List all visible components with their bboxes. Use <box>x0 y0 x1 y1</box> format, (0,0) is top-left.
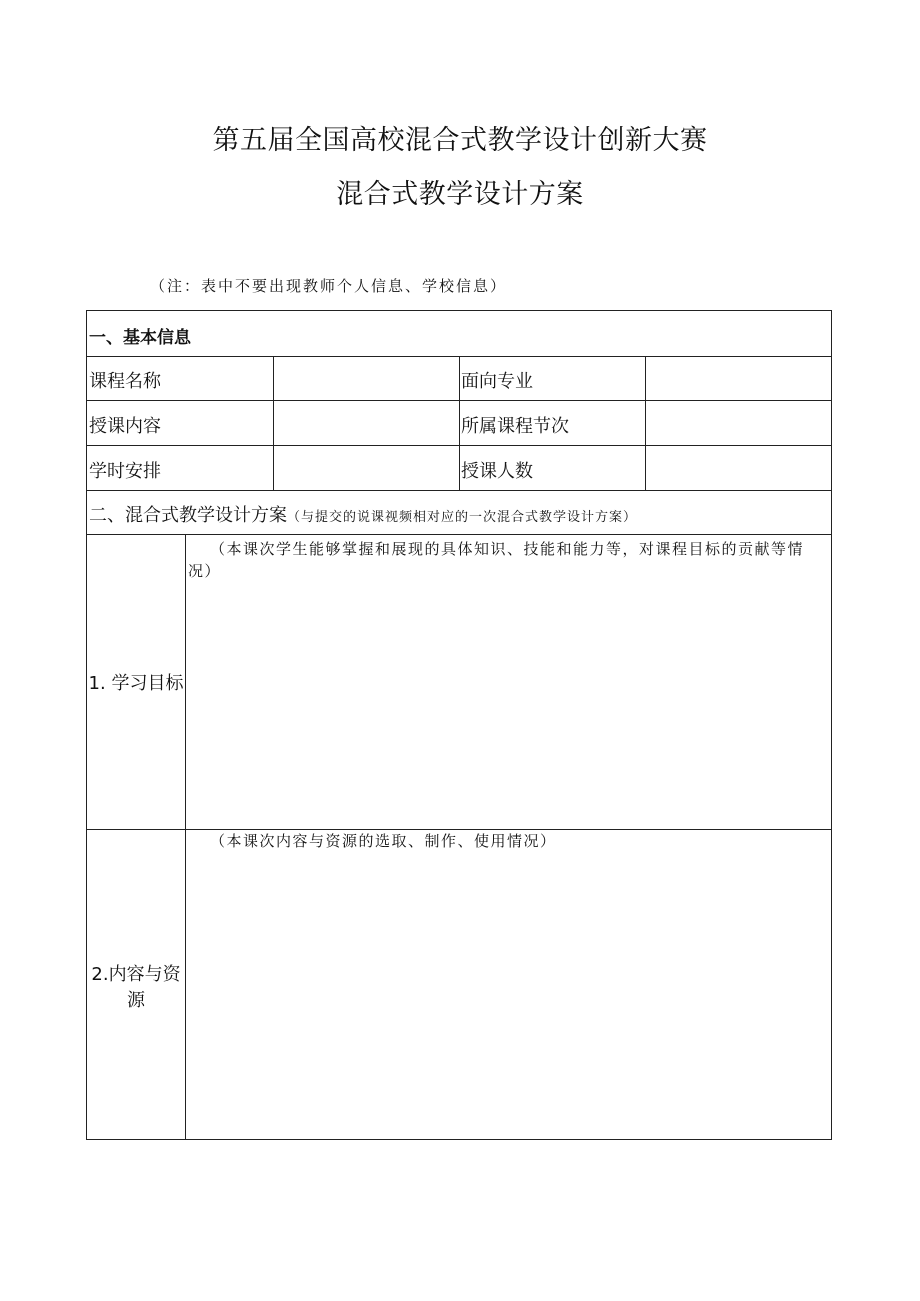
class-hours-field[interactable] <box>277 457 455 493</box>
design-form-table <box>86 310 832 1140</box>
section-basic-info-title: 一、基本信息 <box>89 328 191 348</box>
course-section-field[interactable] <box>649 412 827 448</box>
student-count-field[interactable] <box>649 457 827 493</box>
section-design-subtitle: （与提交的说课视频相对应的一次混合式教学设计方案） <box>287 510 638 525</box>
section-design-title <box>89 501 637 527</box>
student-count-label: 授课人数 <box>461 461 533 482</box>
content-resources-label-line2: 源 <box>127 990 145 1011</box>
section-design-title-main: 二、混合式教学设计方案 <box>89 505 287 526</box>
teaching-content-field[interactable] <box>277 412 455 448</box>
class-hours-label: 学时安排 <box>89 461 161 482</box>
column-divider <box>185 534 186 1140</box>
content-resources-label-line1: 2.内容与资 <box>91 964 181 985</box>
form-note: （注：表中不要出现教师个人信息、学校信息） <box>150 277 508 295</box>
teaching-content-label: 授课内容 <box>89 416 161 437</box>
row-divider <box>87 534 831 535</box>
document-title: 第五届全国高校混合式教学设计创新大赛 <box>212 125 708 156</box>
course-section-label: 所属课程节次 <box>461 416 569 437</box>
course-name-field[interactable] <box>277 367 455 403</box>
target-major-field[interactable] <box>649 367 827 403</box>
learning-goals-hint: （本课次学生能够掌握和展现的具体知识、技能和能力等，对课程目标的贡献等情况） <box>188 540 805 580</box>
learning-goals-label: 1. 学习目标 <box>88 673 184 694</box>
course-name-label: 课程名称 <box>89 371 161 392</box>
column-divider <box>459 356 460 490</box>
learning-goals-field[interactable] <box>188 586 828 824</box>
content-resources-label <box>87 962 185 1014</box>
document-subtitle: 混合式教学设计方案 <box>336 179 584 210</box>
column-divider <box>273 356 274 490</box>
column-divider <box>645 356 646 490</box>
target-major-label: 面向专业 <box>461 371 533 392</box>
content-resources-hint: （本课次内容与资源的选取、制作、使用情况） <box>210 832 557 850</box>
content-resources-field[interactable] <box>188 859 828 1134</box>
